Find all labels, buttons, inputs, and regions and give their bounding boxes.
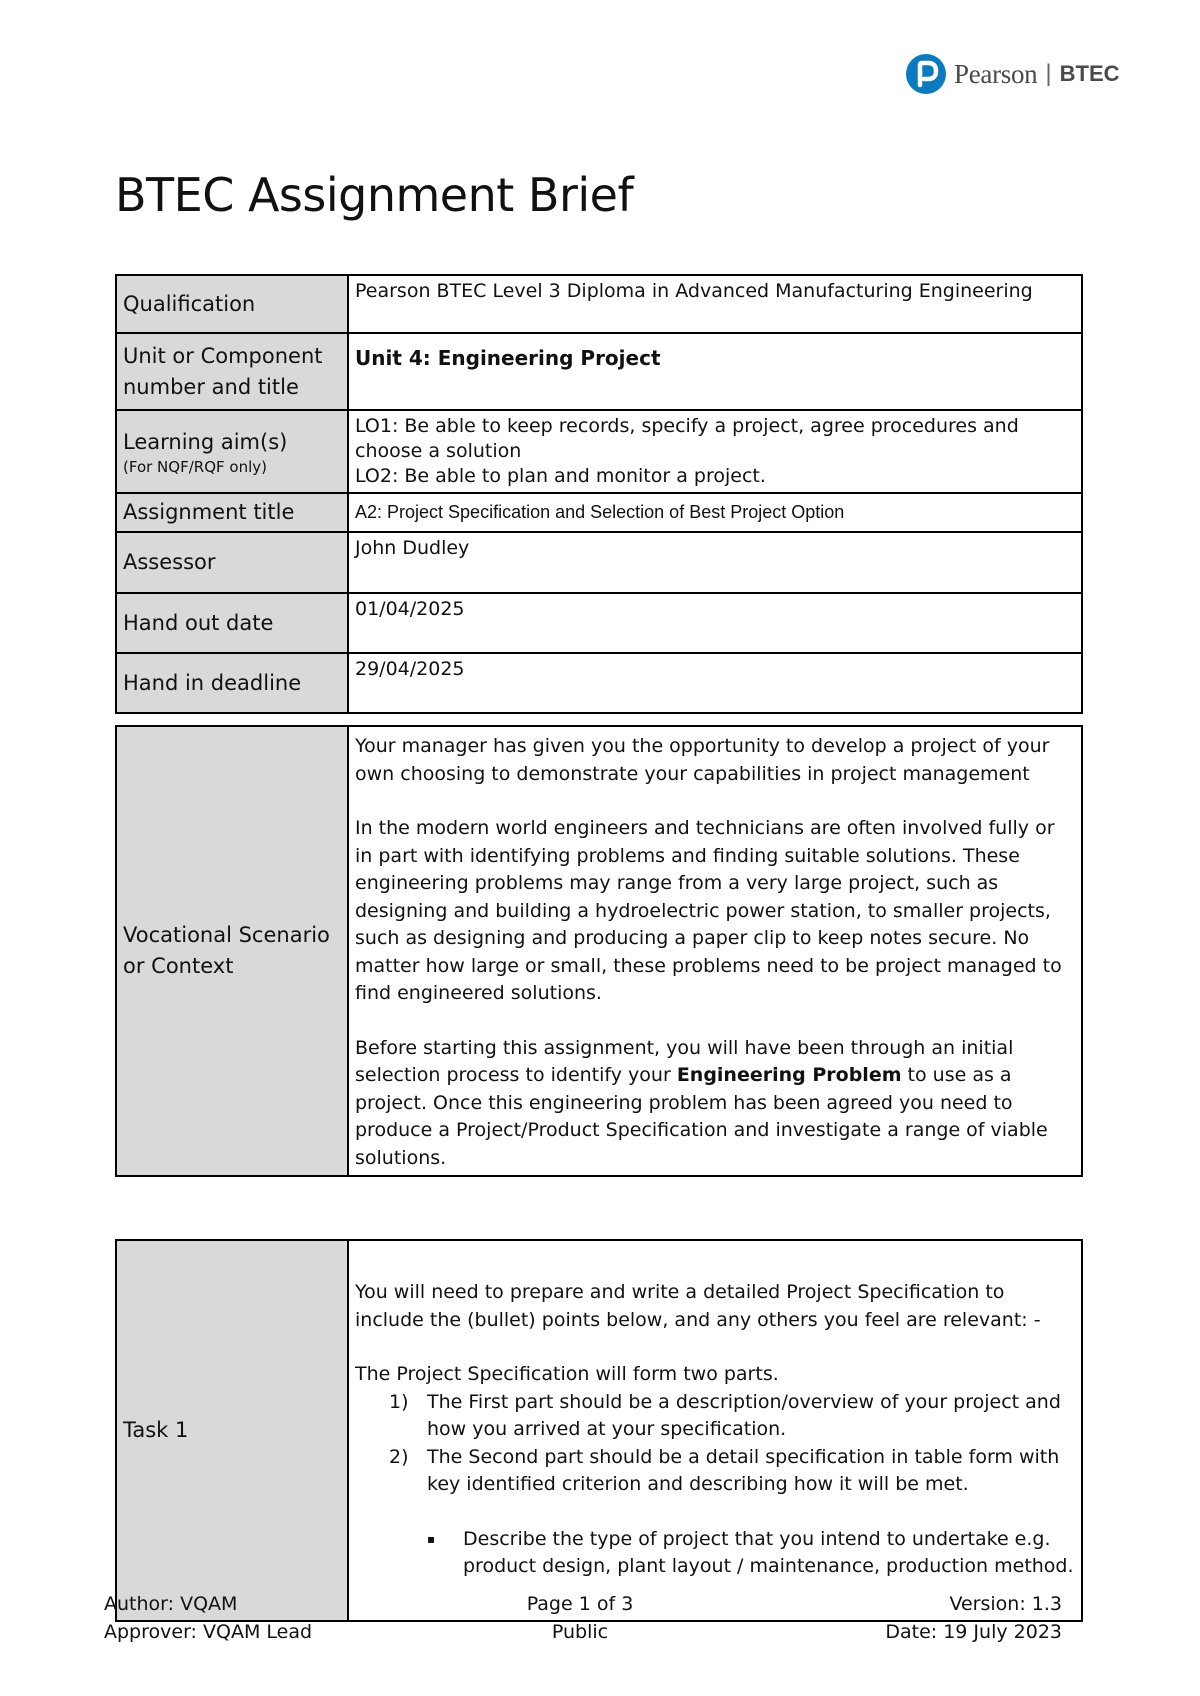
context-paragraph: Your manager has given you the opportunity to develop a project of your own choosing to demonstrate your capabilities in project management bbox=[355, 735, 1050, 785]
task-parts-intro: The Project Specification will form two parts. bbox=[355, 1363, 779, 1385]
learning-aims-label: Learning aim(s) bbox=[123, 430, 288, 454]
learning-aims-value bbox=[348, 410, 1082, 493]
qualification-label: Qualification bbox=[116, 275, 348, 333]
logo-brand-text: Pearson bbox=[954, 58, 1038, 89]
footer-author: Author: VQAM bbox=[104, 1593, 238, 1615]
context-paragraph: In the modern world engineers and technicians are often involved fully or in part with identifying problems and finding suitable solutions. These engineering problems may range from a very large project, such as designing and building a hydroelectric power station, to smaller projects, such as designing and producing a paper clip to keep notes secure. No matter how large or small, these problems need to be project managed to find engineered solutions. bbox=[355, 817, 1062, 1004]
list-number: 1) bbox=[389, 1390, 409, 1413]
page-title: BTEC Assignment Brief bbox=[115, 168, 634, 222]
square-bullet-icon: ▪ bbox=[427, 1531, 436, 1546]
list-item bbox=[389, 1444, 1075, 1499]
table-row bbox=[116, 275, 1082, 333]
vocational-context-table bbox=[115, 725, 1083, 1177]
table-row bbox=[116, 493, 1082, 532]
handin-deadline-value: 29/04/2025 bbox=[348, 653, 1082, 713]
handout-date-value: 01/04/2025 bbox=[348, 593, 1082, 653]
list-item-text: The First part should be a description/overview of your project and how you arrived at your specification. bbox=[427, 1390, 1061, 1440]
table-row bbox=[116, 333, 1082, 410]
footer-classification: Public bbox=[551, 1621, 609, 1643]
context-paragraph bbox=[355, 1035, 1075, 1173]
footer-right bbox=[850, 1590, 1062, 1646]
table-row bbox=[116, 726, 1082, 1176]
task-body bbox=[348, 1240, 1082, 1621]
footer-approver: Approver: VQAM Lead bbox=[104, 1621, 313, 1643]
qualification-value: Pearson BTEC Level 3 Diploma in Advanced Manufacturing Engineering bbox=[348, 275, 1082, 333]
footer-center bbox=[520, 1590, 640, 1646]
table-row bbox=[116, 532, 1082, 593]
footer-version: Version: 1.3 bbox=[949, 1593, 1062, 1615]
table-row bbox=[116, 653, 1082, 713]
footer-page-number: Page 1 of 3 bbox=[526, 1593, 634, 1615]
learning-aims-label-cell bbox=[116, 410, 348, 493]
assignment-title-label: Assignment title bbox=[116, 493, 348, 532]
list-item-text: Describe the type of project that you intend to undertake e.g. product design, plant layout / maintenance, production method. bbox=[463, 1527, 1074, 1577]
unit-value: Unit 4: Engineering Project bbox=[348, 333, 1082, 410]
list-item bbox=[389, 1389, 1075, 1444]
assessor-label: Assessor bbox=[116, 532, 348, 593]
handout-date-label: Hand out date bbox=[116, 593, 348, 653]
context-text: to use as a project. Once this engineering problem has been agreed you need to produce a Project/Product Specification and investigate a range of viable solutions. bbox=[355, 1064, 1048, 1169]
table-row bbox=[116, 593, 1082, 653]
vocational-context-label: Vocational Scenario or Context bbox=[116, 726, 348, 1176]
assignment-title-value: A2: Project Specification and Selection of Best Project Option bbox=[348, 493, 1082, 532]
logo-sub-text: BTEC bbox=[1059, 61, 1120, 86]
pearson-btec-logo bbox=[906, 54, 1120, 94]
logo-divider: | bbox=[1045, 60, 1052, 87]
assignment-info-table bbox=[115, 274, 1083, 714]
table-row bbox=[116, 1240, 1082, 1621]
footer-date: Date: 19 July 2023 bbox=[885, 1621, 1062, 1643]
learning-aim-lo2: LO2: Be able to plan and monitor a project. bbox=[355, 465, 766, 487]
list-number: 2) bbox=[389, 1445, 409, 1468]
task-intro: You will need to prepare and write a detailed Project Specification to include the (bullet) points below, and any others you feel are relevant: - bbox=[355, 1281, 1041, 1331]
pearson-logo-icon bbox=[906, 54, 946, 94]
context-text: Before starting this assignment, you will have been through an initial selection process to identify your bbox=[355, 1036, 1014, 1086]
footer-left bbox=[104, 1590, 312, 1646]
handin-deadline-label: Hand in deadline bbox=[116, 653, 348, 713]
engineering-problem-emphasis: Engineering Problem bbox=[676, 1064, 902, 1086]
list-item bbox=[427, 1526, 1075, 1581]
learning-aims-note: (For NQF/RQF only) bbox=[123, 458, 267, 476]
table-row bbox=[116, 410, 1082, 493]
task-label: Task 1 bbox=[116, 1240, 348, 1621]
task-table bbox=[115, 1239, 1083, 1622]
assessor-value: John Dudley bbox=[348, 532, 1082, 593]
learning-aim-lo1: LO1: Be able to keep records, specify a project, agree procedures and choose a solution bbox=[355, 415, 1019, 462]
vocational-context-body bbox=[348, 726, 1082, 1176]
unit-label: Unit or Component number and title bbox=[116, 333, 348, 410]
list-item-text: The Second part should be a detail specification in table form with key identified criterion and describing how it will be met. bbox=[427, 1445, 1060, 1495]
